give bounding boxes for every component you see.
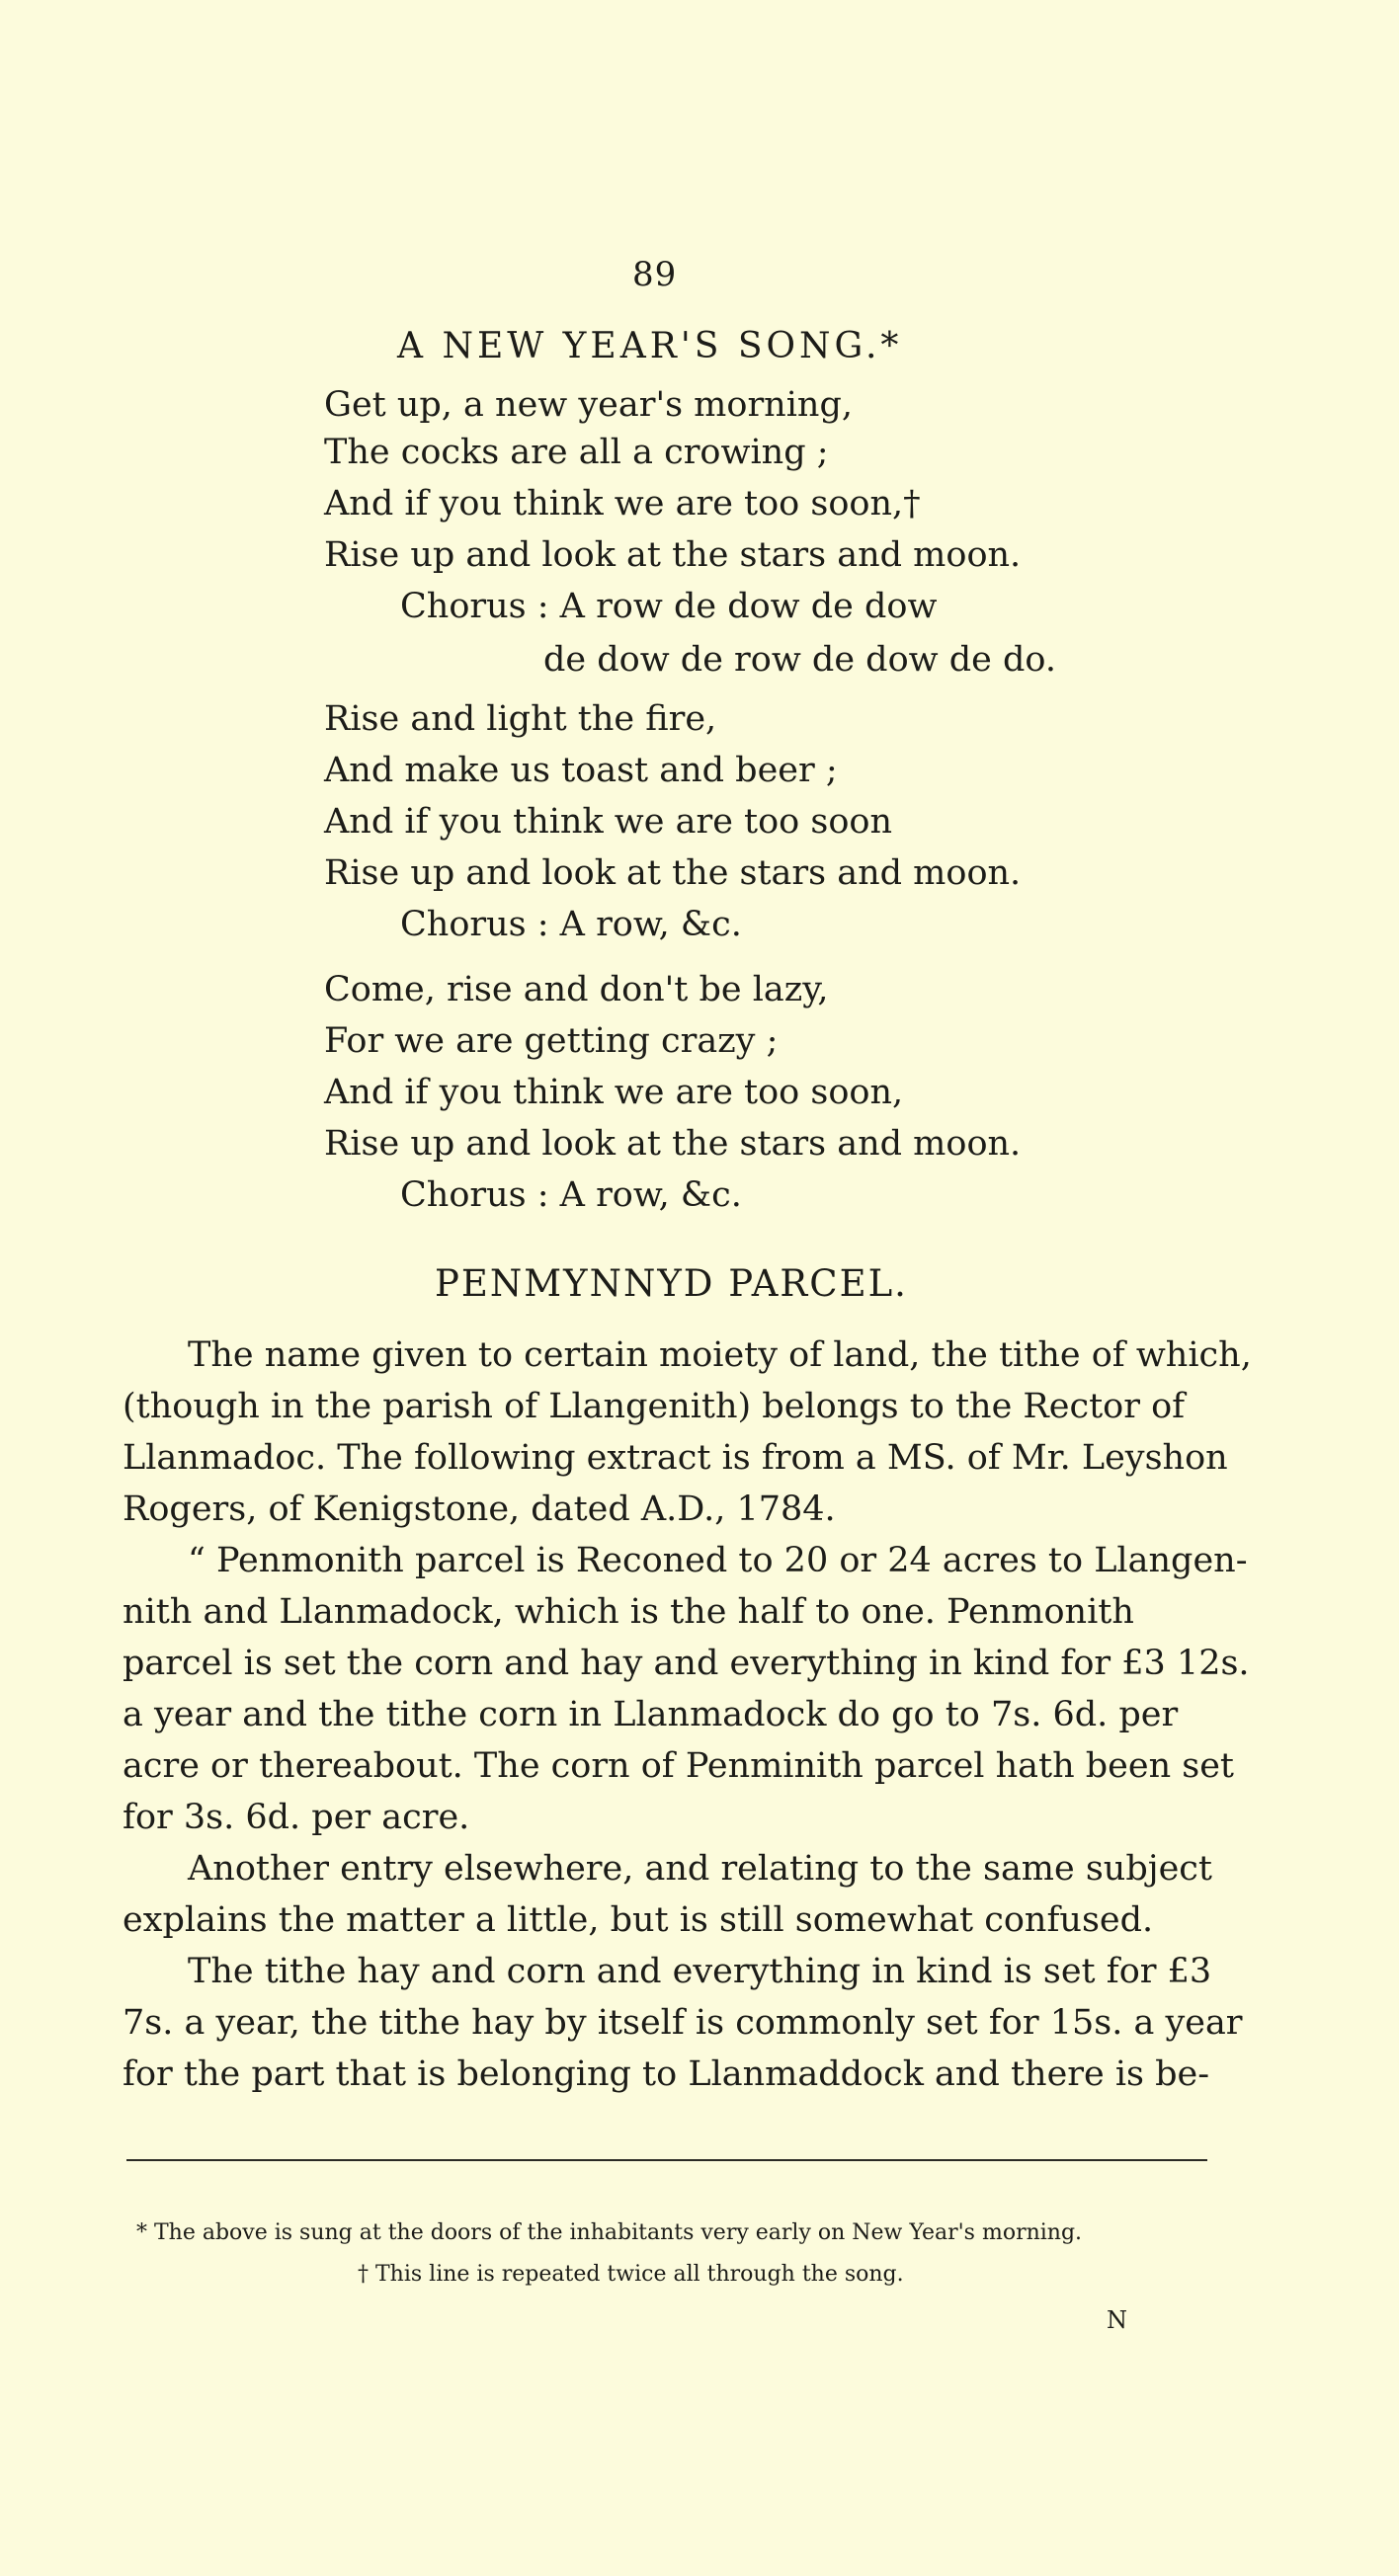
paragraph-line: Another entry elsewhere, and relating to the same subject bbox=[188, 1849, 1212, 1889]
chorus-continuation: de dow de row de dow de do. bbox=[543, 640, 1056, 680]
song-line: For we are getting crazy ; bbox=[324, 1021, 779, 1061]
paragraph-line: 7s. a year, the tithe hay by itself is commonly set for 15s. a year bbox=[123, 2003, 1243, 2043]
paragraph-line: parcel is set the corn and hay and everything in kind for £3 12s. bbox=[123, 1644, 1250, 1683]
footnote: * The above is sung at the doors of the inhabitants very early on New Year's morning. bbox=[136, 2220, 1083, 2245]
chorus-line: Chorus : A row, &c. bbox=[400, 1175, 742, 1215]
paragraph-line: “ Penmonith parcel is Reconed to 20 or 24 acres to Llangen- bbox=[188, 1541, 1248, 1580]
paragraph-line: acre or thereabout. The corn of Penminith parcel hath been set bbox=[123, 1746, 1234, 1786]
song-line: Rise up and look at the stars and moon. bbox=[324, 853, 1022, 893]
paragraph-line: (though in the parish of Llangenith) belongs to the Rector of bbox=[123, 1387, 1186, 1426]
paragraph-line: for 3s. 6d. per acre. bbox=[123, 1798, 470, 1837]
footnote: † This line is repeated twice all through the song. bbox=[358, 2262, 904, 2287]
song-line: Get up, a new year's morning, bbox=[324, 385, 853, 425]
chorus-line: Chorus : A row, &c. bbox=[400, 905, 742, 944]
paragraph-line: Llanmadoc. The following extract is from a MS. of Mr. Leyshon bbox=[123, 1438, 1228, 1478]
page-number: 89 bbox=[632, 255, 678, 294]
paragraph-line: a year and the tithe corn in Llanmadock do go to 7s. 6d. per bbox=[123, 1695, 1179, 1734]
song-line: And make us toast and beer ; bbox=[324, 751, 838, 790]
song-line: The cocks are all a crowing ; bbox=[324, 433, 829, 472]
paragraph-line: nith and Llanmadock, which is the half to one. Penmonith bbox=[123, 1592, 1134, 1632]
song-line: Come, rise and don't be lazy, bbox=[324, 970, 829, 1009]
chorus-line: Chorus : A row de dow de dow bbox=[400, 587, 938, 626]
song-line: Rise and light the fire, bbox=[324, 699, 717, 739]
paragraph-line: The name given to certain moiety of land, the tithe of which, bbox=[188, 1335, 1252, 1375]
paragraph-line: The tithe hay and corn and everything in kind is set for £3 bbox=[188, 1952, 1212, 1991]
song-line: Rise up and look at the stars and moon. bbox=[324, 1124, 1022, 1164]
song-line: And if you think we are too soon bbox=[324, 802, 893, 842]
paragraph-line: for the part that is belonging to Llanmaddock and there is be- bbox=[123, 2054, 1210, 2094]
song-line: And if you think we are too soon, bbox=[324, 1073, 904, 1112]
song-line: And if you think we are too soon,† bbox=[324, 484, 921, 523]
paragraph-line: explains the matter a little, but is still somewhat confused. bbox=[123, 1900, 1154, 1940]
paragraph-line: Rogers, of Kenigstone, dated A.D., 1784. bbox=[123, 1489, 836, 1529]
song-line: Rise up and look at the stars and moon. bbox=[324, 535, 1022, 575]
signature-mark: N bbox=[1107, 2306, 1127, 2334]
song-title: A NEW YEAR'S SONG.* bbox=[397, 326, 903, 366]
section-title: PENMYNNYD PARCEL. bbox=[435, 1262, 908, 1305]
footnote-divider bbox=[126, 2159, 1207, 2161]
